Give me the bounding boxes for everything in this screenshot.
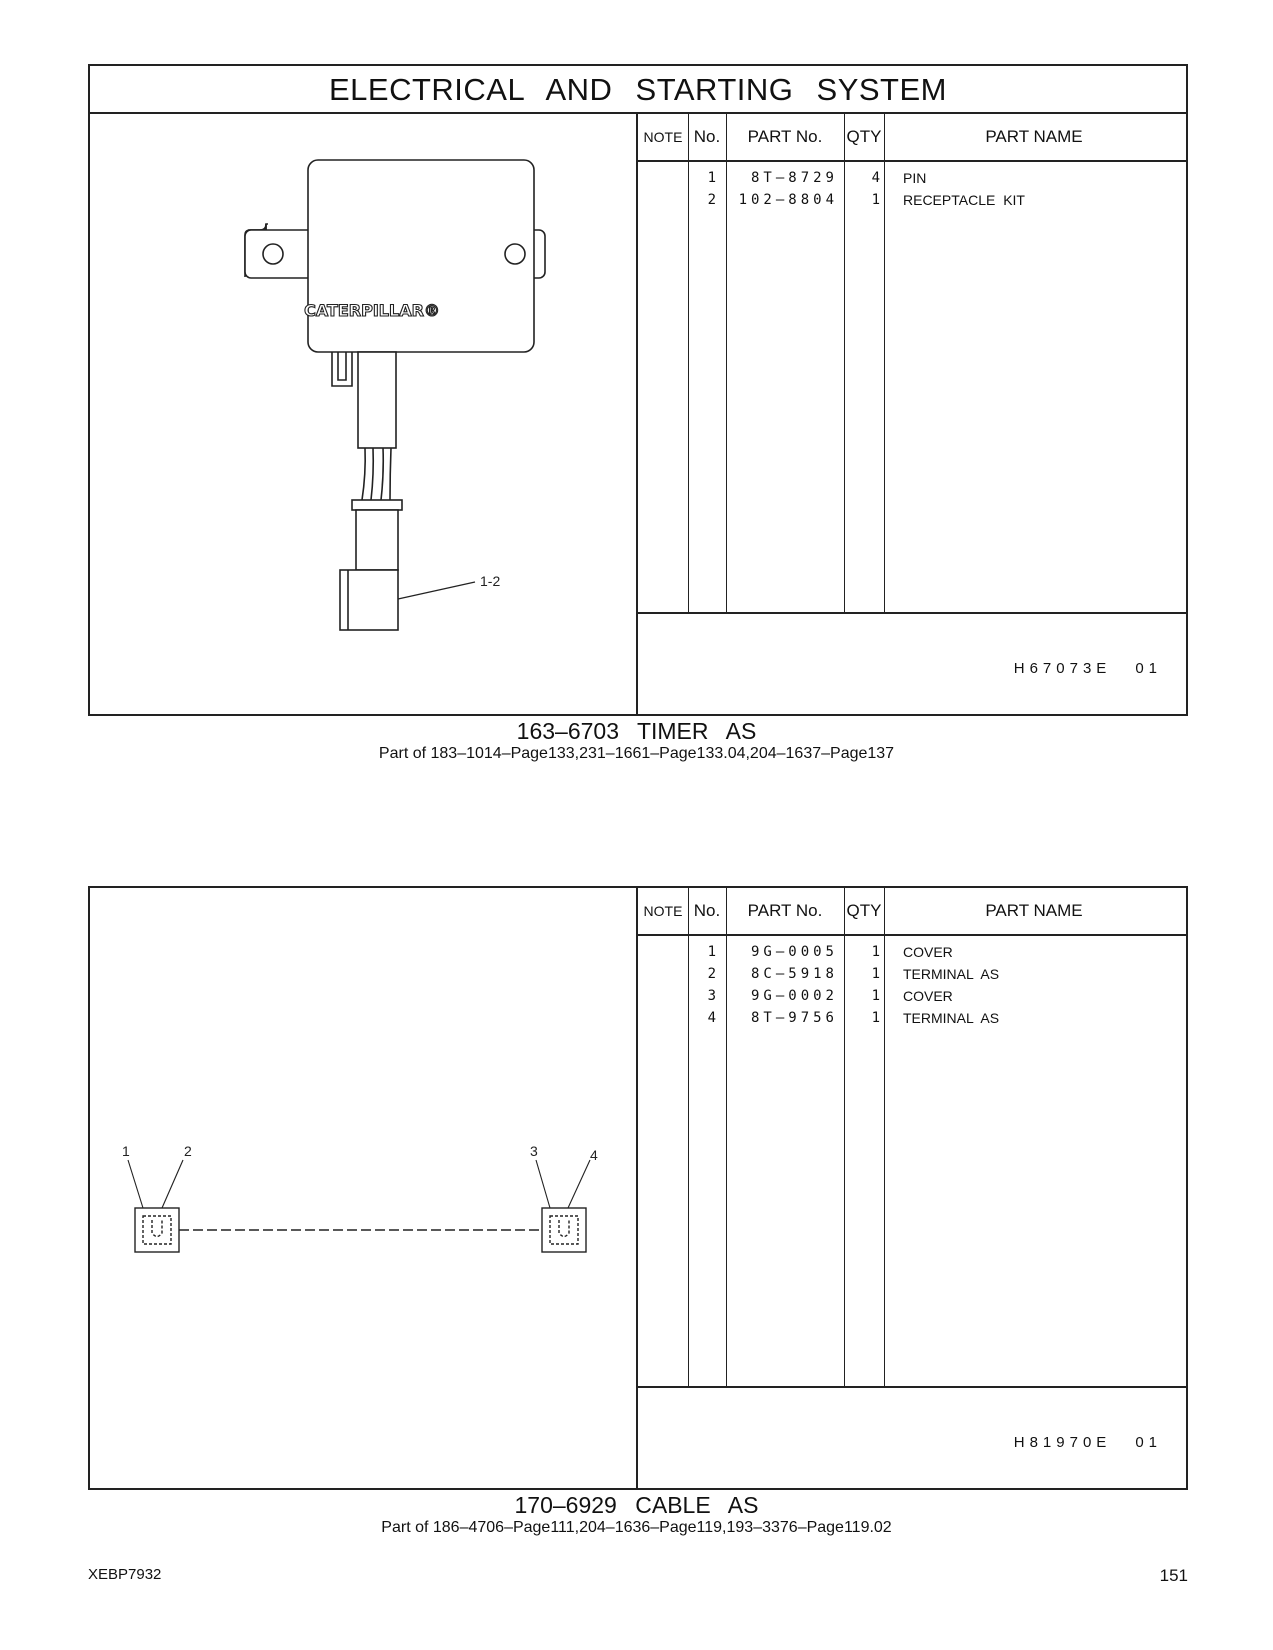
group-caption bbox=[0, 1492, 1273, 1537]
callout-label: 2 bbox=[184, 1143, 192, 1159]
table-header bbox=[638, 888, 1186, 936]
illustration-id: H81970E 01 bbox=[1013, 1434, 1162, 1451]
table-row: 1 9G–0005 1 COVER bbox=[707, 944, 953, 960]
col-partname-header: PART NAME bbox=[985, 901, 1083, 920]
callout-label: 4 bbox=[590, 1147, 598, 1163]
table-row: 1 8T–8729 4 PIN bbox=[707, 170, 927, 186]
parts-group-timer bbox=[88, 64, 1188, 716]
col-note-header: NOTE bbox=[643, 903, 683, 919]
caterpillar-logo: CATERPILLAR® bbox=[304, 301, 440, 320]
col-qty-header: QTY bbox=[846, 127, 882, 146]
group-caption bbox=[0, 718, 1273, 763]
section-title: ELECTRICAL AND STARTING SYSTEM bbox=[90, 66, 1186, 114]
illustration-id: H67073E 01 bbox=[1013, 660, 1162, 677]
parts-table bbox=[636, 114, 1186, 714]
col-partno-header: PART No. bbox=[747, 901, 823, 920]
callout-label: 1-2 bbox=[480, 573, 501, 589]
callout-label: 1 bbox=[122, 1143, 130, 1159]
page-number: 151 bbox=[1159, 1566, 1188, 1585]
col-no-header: No. bbox=[693, 901, 721, 920]
parts-group-cable bbox=[88, 886, 1188, 1490]
cable-illustration bbox=[90, 888, 638, 1488]
parts-table bbox=[636, 888, 1186, 1488]
timer-diagram bbox=[90, 114, 638, 714]
timer-illustration bbox=[90, 114, 638, 714]
table-row: 2 8C–5918 1 TERMINAL AS bbox=[707, 966, 1000, 982]
table-row: 4 8T–9756 1 TERMINAL AS bbox=[707, 1010, 1000, 1026]
table-row: 3 9G–0002 1 COVER bbox=[707, 988, 953, 1004]
part-of-text: Part of 186–4706–Page111,204–1636–Page119,193–3376–Page119.02 bbox=[381, 1519, 892, 1536]
col-note-header: NOTE bbox=[643, 129, 683, 145]
group-title: 163–6703 TIMER AS bbox=[516, 718, 757, 744]
cable-diagram bbox=[90, 888, 638, 1488]
document-code: XEBP7932 bbox=[88, 1566, 162, 1583]
col-partname-header: PART NAME bbox=[985, 127, 1083, 146]
part-of-text: Part of 183–1014–Page133,231–1661–Page133.04,204–1637–Page137 bbox=[378, 745, 895, 762]
table-row: 2 102–8804 1 RECEPTACLE KIT bbox=[707, 192, 1025, 208]
col-no-header: No. bbox=[693, 127, 721, 146]
col-qty-header: QTY bbox=[846, 901, 882, 920]
callout-label: 3 bbox=[530, 1143, 538, 1159]
col-partno-header: PART No. bbox=[747, 127, 823, 146]
group-title: 170–6929 CABLE AS bbox=[514, 1492, 759, 1518]
table-header bbox=[638, 114, 1186, 162]
